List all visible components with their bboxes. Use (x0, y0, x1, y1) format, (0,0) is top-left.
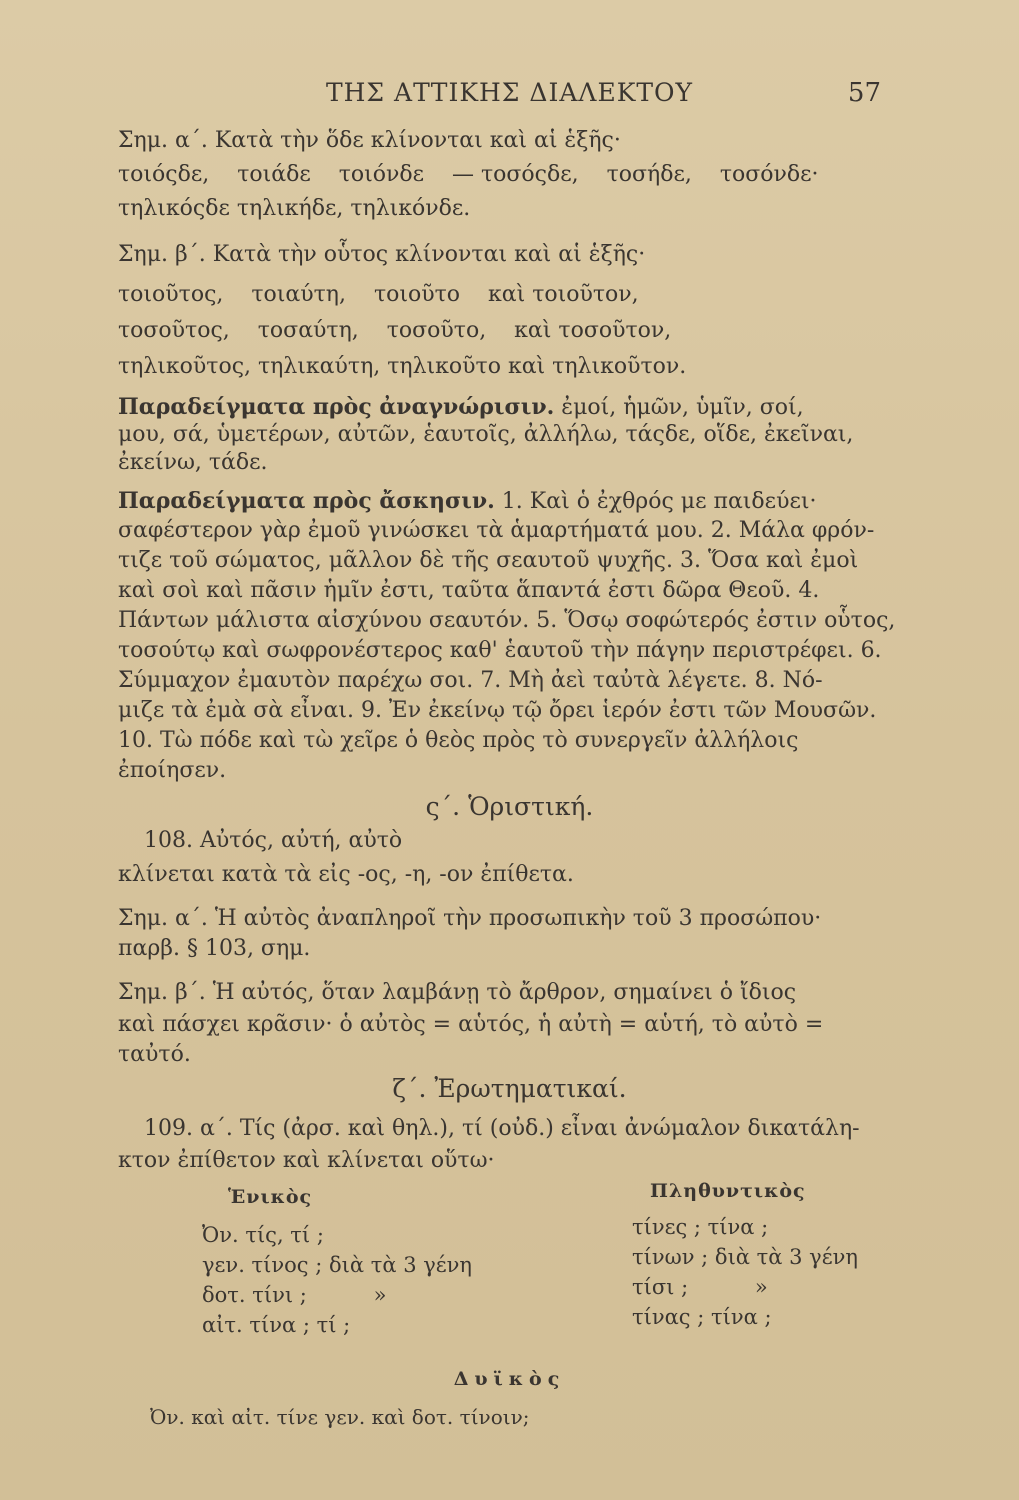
singular-heading: Ἑνικὸς (228, 1186, 313, 1208)
dual-heading: Δυϊκὸς (453, 1368, 566, 1390)
plural-heading: Πληθυντικὸς (650, 1180, 806, 1202)
examples-exercise (118, 486, 908, 517)
examples-text: ἐμοί, ἡμῶν, ὑμῖν, σοί, (561, 395, 804, 420)
examples-recognition (118, 392, 908, 423)
paragraph-109-line: κτον ἐπίθετον καὶ κλίνεται οὕτω· (118, 1148, 495, 1173)
note-b: Σημ. β΄. Ἡ αὐτός, ὅταν λαμβάνῃ τὸ ἄρθρον, σημαίνει ὁ ἴδιος (118, 980, 797, 1005)
exercise-line: σαφέστερον γὰρ ἐμοῦ γινώσκει τὰ ἁμαρτήματά μου. 2. Μάλα φρόν- (118, 518, 875, 543)
page-number: 57 (847, 78, 881, 108)
paragraph-109: 109. α΄. Τίς (ἀρσ. καὶ θηλ.), τί (οὐδ.) εἶναι ἀνώμαλον δικατάλη- (144, 1116, 860, 1141)
note-line: τηλικόςδε τηλικήδε, τηλικόνδε. (118, 196, 471, 221)
exercise-line: τιζε τοῦ σώματος, μᾶλλον δὲ τῆς σεαυτοῦ ψυχῆς. 3. Ὅσα καὶ ἐμοὶ (118, 548, 859, 573)
running-header (0, 78, 1019, 118)
header-title: ΤΗΣ ΑΤΤΙΚΗΣ ΔΙΑΛΕΚΤΟΥ (325, 78, 694, 107)
table-row: τίνας ; τίνα ; (632, 1305, 772, 1329)
table-row: δοτ. τίνι ; » (202, 1283, 387, 1307)
table-row: τίνες ; τίνα ; (632, 1215, 769, 1239)
examples-heading: Παραδείγματα πρὸς ἀναγνώρισιν. (118, 394, 555, 420)
exercise-line: Πάντων μάλιστα αἰσχύνου σεαυτόν. 5. Ὅσῳ σοφώτερός ἐστιν οὗτος, (118, 608, 896, 633)
note-b-line: ταὐτό. (118, 1042, 191, 1067)
dual-line: Ὀν. καὶ αἰτ. τίνε γεν. καὶ δοτ. τίνοιν; (150, 1405, 530, 1429)
plural-column (632, 1212, 858, 1332)
note-line: Σημ. α΄. Κατὰ τὴν ὅδε κλίνονται καὶ αἱ ἑξῆς· (118, 128, 621, 153)
note-line: τοιοῦτος, τοιαύτη, τοιοῦτο καὶ τοιοῦτον, (118, 282, 639, 307)
section-heading-oristiki: ς΄. Ὁριστική. (425, 792, 594, 821)
exercise-heading: Παραδείγματα πρὸς ἄσκησιν. (118, 488, 495, 514)
section-heading-erotimatikai: ζ΄. Ἐρωτηματικαί. (392, 1074, 627, 1103)
exercise-text: 1. Καὶ ὁ ἐχθρός με παιδεύει· (501, 489, 817, 514)
note-line: Σημ. β΄. Κατὰ τὴν οὗτος κλίνονται καὶ αἱ ἑξῆς· (118, 242, 646, 267)
examples-line: ἐκείνω, τάδε. (118, 450, 268, 475)
table-row: Ὀν. τίς, τί ; (202, 1223, 324, 1247)
note-line: τοσοῦτος, τοσαύτη, τοσοῦτο, καὶ τοσοῦτον, (118, 318, 672, 343)
exercise-line: ἐποίησεν. (118, 758, 227, 783)
paragraph-108-line: κλίνεται κατὰ τὰ εἰς -ος, -η, -ον ἐπίθετα. (118, 862, 574, 887)
singular-column (202, 1220, 472, 1340)
note-line: τοιόςδε, τοιάδε τοιόνδε — τοσόςδε, τοσήδε, τοσόνδε· (118, 162, 819, 187)
table-row: τίσι ; » (632, 1275, 768, 1299)
examples-line: μου, σά, ὑμετέρων, αὐτῶν, ἑαυτοῖς, ἀλλήλω, τάςδε, οἵδε, ἐκεῖναι, (118, 422, 854, 447)
exercise-line: μιζε τὰ ἐμὰ σὰ εἶναι. 9. Ἐν ἐκείνῳ τῷ ὄρει ἱερόν ἐστι τῶν Μουσῶν. (118, 698, 877, 723)
table-row: αἰτ. τίνα ; τί ; (202, 1313, 351, 1337)
exercise-line: Σύμμαχον ἐμαυτὸν παρέχω σοι. 7. Μὴ ἀεὶ ταὐτὰ λέγετε. 8. Νό- (118, 668, 823, 693)
note-a-line: παρβ. § 103, σημ. (118, 936, 311, 961)
exercise-line: 10. Τὼ πόδε καὶ τὼ χεῖρε ὁ θεὸς πρὸς τὸ συνεργεῖν ἀλλήλοις (118, 728, 799, 753)
note-b-line: καὶ πάσχει κρᾶσιν· ὁ αὐτὸς = αὑτός, ἡ αὐτὴ = αὑτή, τὸ αὐτὸ = (118, 1012, 824, 1037)
exercise-line: καὶ σοὶ καὶ πᾶσιν ἡμῖν ἐστι, ταῦτα ἅπαντά ἐστι δῶρα Θεοῦ. 4. (118, 578, 820, 603)
table-row: τίνων ; διὰ τὰ 3 γένη (632, 1245, 858, 1269)
paragraph-108: 108. Αὐτός, αὐτή, αὐτὸ (144, 828, 403, 853)
note-line: τηλικοῦτος, τηλικαύτη, τηλικοῦτο καὶ τηλικοῦτον. (118, 354, 687, 379)
exercise-line: τοσούτῳ καὶ σωφρονέστερος καθ' ἑαυτοῦ τὴν πάγην περιστρέφει. 6. (118, 638, 882, 663)
note-a: Σημ. α΄. Ἡ αὐτὸς ἀναπληροῖ τὴν προσωπικὴν τοῦ 3 προσώπου· (118, 906, 822, 931)
table-row: γεν. τίνος ; διὰ τὰ 3 γένη (202, 1253, 473, 1277)
